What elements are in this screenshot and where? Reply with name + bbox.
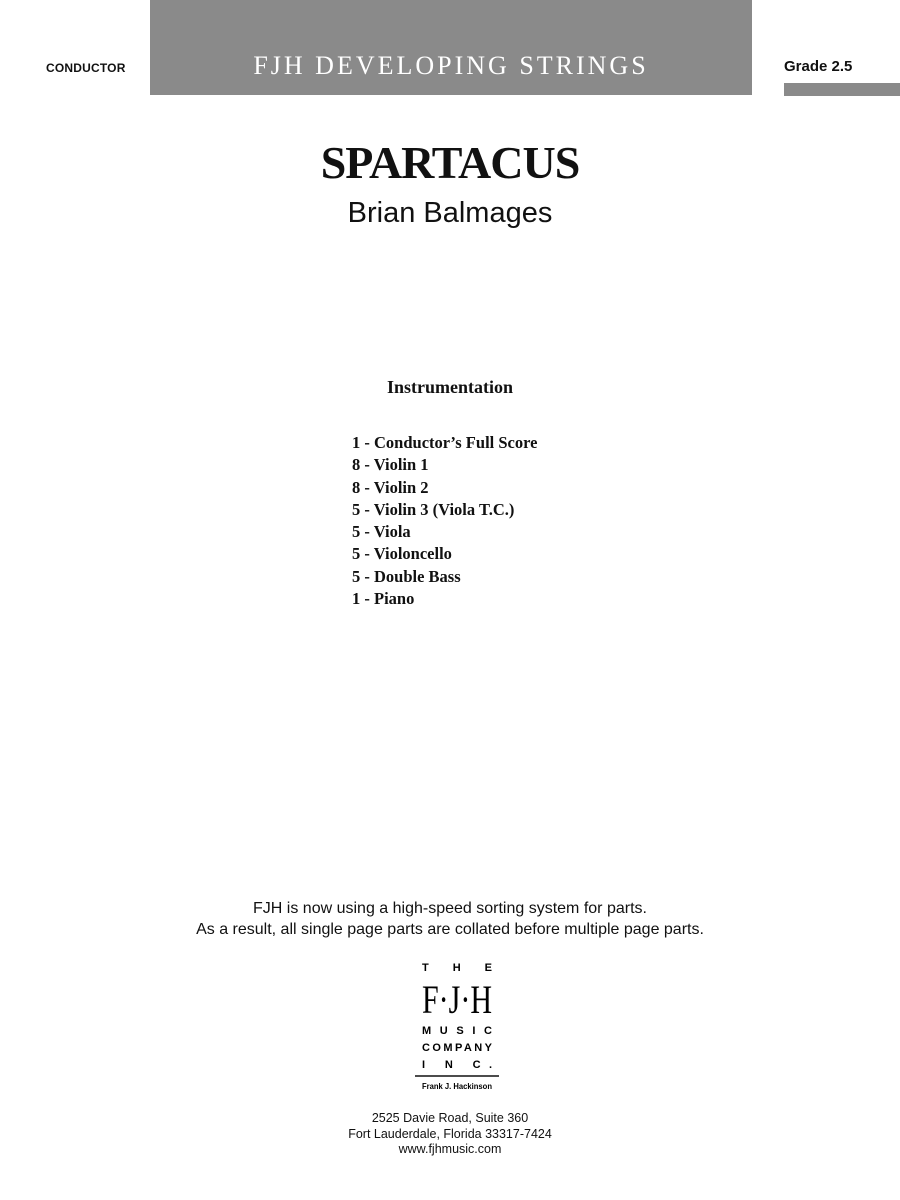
logo-fjh: F·J·H [422,977,492,1022]
instrumentation-item: 5 - Double Bass [352,566,461,586]
piece-title: SPARTACUS [320,137,580,188]
instrumentation-item: 5 - Viola [352,522,411,542]
fjh-music-company-logo [412,958,502,1098]
address-line-1: 2525 Davie Road, Suite 360 [371,1111,529,1125]
website-link[interactable]: www.fjhmusic.com [398,1142,502,1156]
sorting-note [0,899,900,940]
sorting-note-line-1: FJH is now using a high-speed sorting system for parts. [253,900,647,917]
grade-bar [784,83,900,96]
logo-music: MUSIC [422,1025,492,1037]
logo-company: COMPANY [422,1042,492,1054]
sorting-note-line-2: As a result, all single page parts are collated before multiple page parts. [196,920,704,938]
series-banner [150,0,752,95]
instrumentation-item: 1 - Piano [352,589,415,609]
composer-name: Brian Balmages [347,197,553,229]
instrumentation-item: 5 - Violoncello [352,544,452,564]
series-title: FJH DEVELOPING STRINGS [253,51,649,80]
logo-founder: Frank J. Hackinson [422,1082,493,1091]
instrumentation-item: 8 - Violin 2 [352,477,429,497]
grade-label: Grade 2.5 [784,58,853,75]
instrumentation-heading: Instrumentation [386,377,513,397]
logo-the: T H E [422,962,492,974]
instrumentation-item: 8 - Violin 1 [352,455,429,475]
publisher-address [0,1111,900,1158]
address-line-2: Fort Lauderdale, Florida 33317-7424 [348,1126,552,1141]
instrumentation-item: 1 - Conductor’s Full Score [352,433,538,452]
logo-inc: I N C. [422,1059,492,1071]
instrumentation-list [352,432,537,610]
instrumentation-item: 5 - Violin 3 (Viola T.C.) [352,499,515,519]
conductor-label: CONDUCTOR [46,61,126,75]
